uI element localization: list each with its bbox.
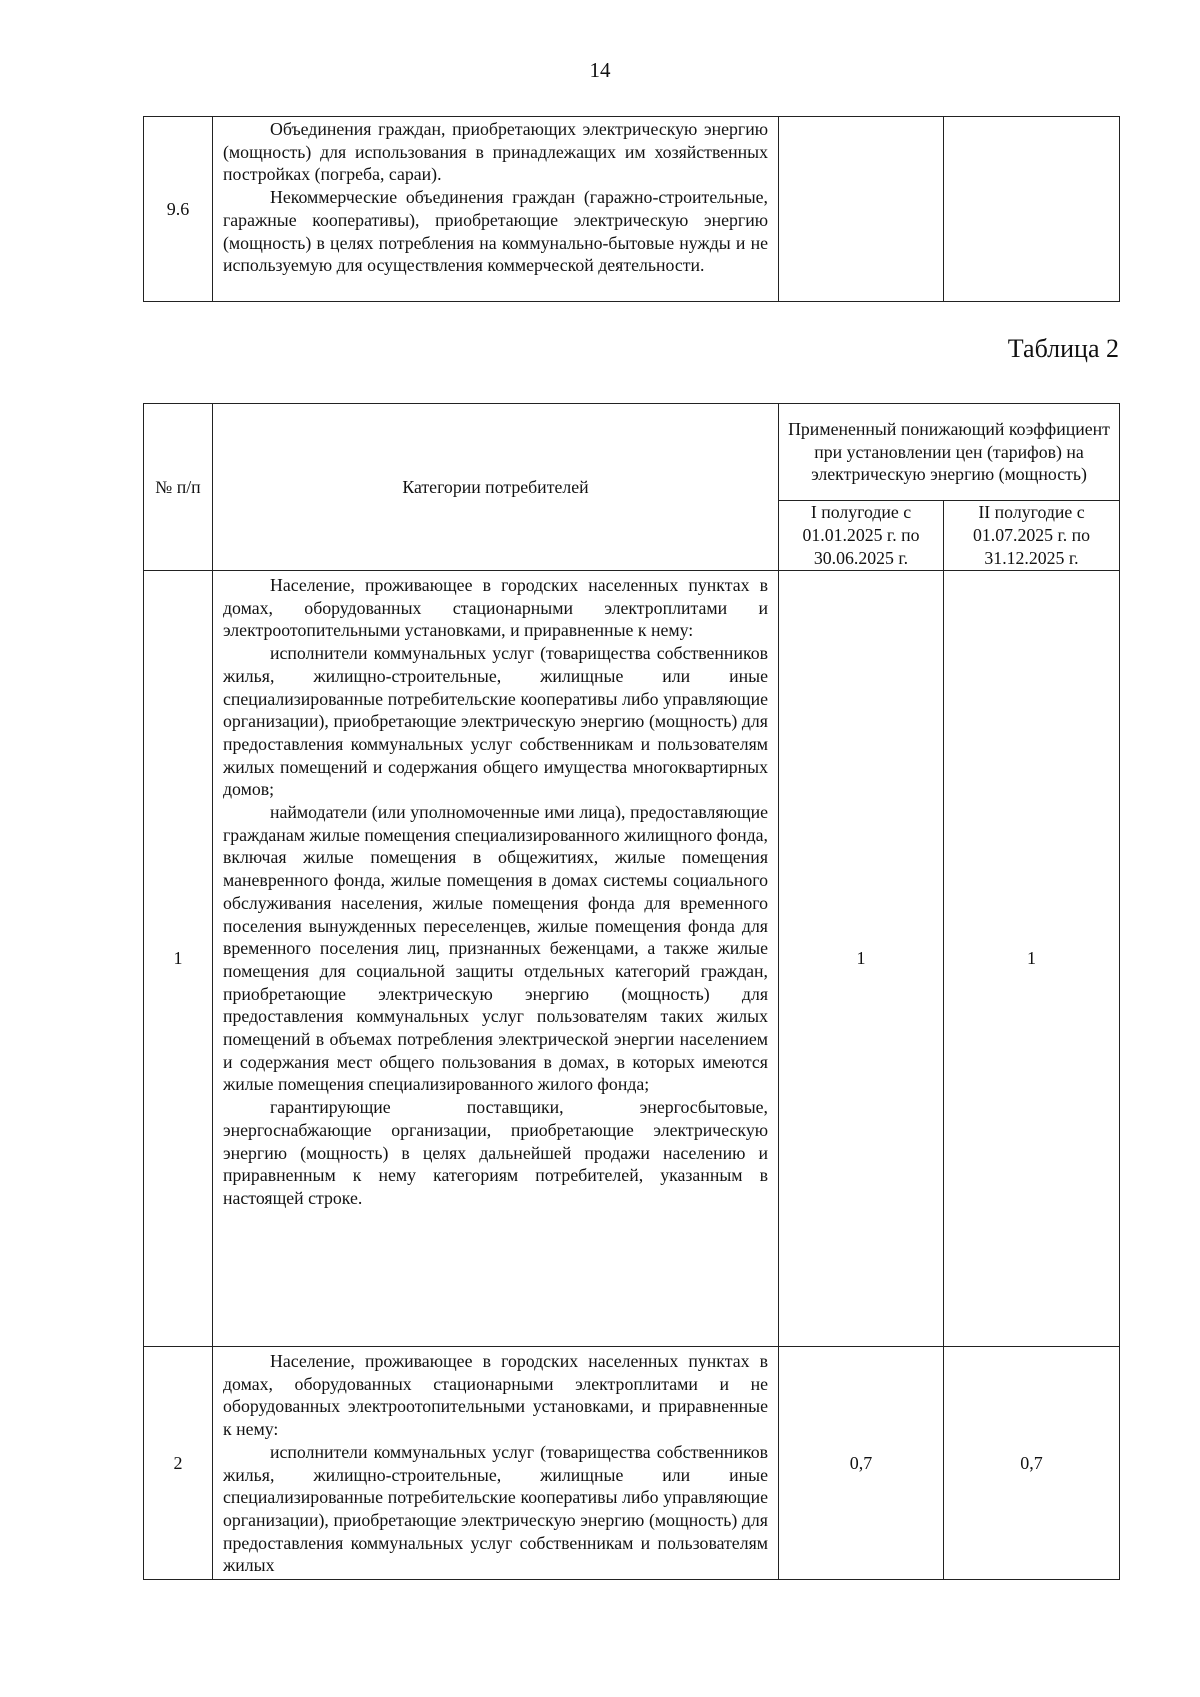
category-paragraph: исполнители коммунальных услуг (товарищества собственников жилья, жилищно-строительные, жилищные или иные специализированные потребительские кооперативы либо управляющие организации), приобретающие электрическую энергию (мощность) для предоставления коммунальных услуг собственникам и пользователям жилых помещений и содержания общего имущества многоквартирных домов;	[223, 643, 768, 800]
coef-half2: 1	[944, 571, 1120, 1347]
row-number: 9.6	[144, 117, 213, 302]
table-continuation	[143, 116, 1120, 302]
coef-cell-half2	[944, 117, 1120, 302]
coef-half1: 1	[779, 571, 944, 1347]
category-paragraph: Некоммерческие объединения граждан (гаражно-строительные, гаражные кооперативы), приобретающие электрическую энергию (мощность) в целях потребления на коммунально-бытовые нужды и не используемую для осуществления коммерческой деятельности.	[223, 187, 768, 276]
table-2	[143, 403, 1120, 1580]
category-paragraph: исполнители коммунальных услуг (товарищества собственников жилья, жилищно-строительные, жилищные или иные специализированные потребительские кооперативы либо управляющие организации), приобретающие электрическую энергию (мощность) для предоставления коммунальных услуг собственникам и пользователям жилых	[223, 1441, 768, 1576]
table-row	[144, 117, 1120, 302]
category-cell	[213, 571, 779, 1347]
category-paragraph: Объединения граждан, приобретающих электрическую энергию (мощность) для использования в принадлежащих им хозяйственных постройках (погреба, сараи).	[223, 119, 768, 185]
table-caption: Таблица 2	[1007, 334, 1119, 363]
header-half1: I полугодие с 01.01.2025 г. по 30.06.2025 г.	[779, 501, 944, 571]
category-paragraph: Население, проживающее в городских населенных пунктах в домах, оборудованных стационарными электроплитами и не оборудованных электроотопительными установками, и приравненные к нему:	[223, 1351, 768, 1440]
coef-cell-half1	[779, 117, 944, 302]
category-paragraph: гарантирующие поставщики, энергосбытовые, энергоснабжающие организации, приобретающие электрическую энергию (мощность) в целях дальнейшей продажи населению и приравненным к нему категориям потребителей, указанным в настоящей строке.	[223, 1097, 768, 1208]
category-cell	[213, 117, 779, 302]
row-number: 1	[144, 571, 213, 1347]
coef-half2: 0,7	[944, 1347, 1120, 1580]
coef-half1: 0,7	[779, 1347, 944, 1580]
category-cell	[213, 1347, 779, 1580]
page-number: 14	[589, 58, 611, 82]
category-paragraph: наймодатели (или уполномоченные ими лица), предоставляющие гражданам жилые помещения специализированного жилищного фонда, включая жилые помещения в общежитиях, жилые помещения маневренного фонда, жилые помещения в домах системы социального обслуживания населения, жилые помещения фонда для временного поселения вынужденных переселенцев, жилые помещения фонда для временного поселения лиц, признанных беженцами, а также жилые помещения для социальной защиты отдельных категорий граждан, приобретающие электрическую энергию (мощность) для предоставления коммунальных услуг пользователям таких жилых помещений в объемах потребления электрической энергии населением и содержания мест общего пользования в домах, в которых имеются жилые помещения специализированного жилого фонда;	[223, 802, 768, 1095]
row-number: 2	[144, 1347, 213, 1580]
header-num: № п/п	[144, 404, 213, 571]
header-half2: II полугодие с 01.07.2025 г. по 31.12.2025 г.	[944, 501, 1120, 571]
table-row	[144, 571, 1120, 1347]
table-row	[144, 1347, 1120, 1580]
header-row	[144, 404, 1120, 501]
header-category: Категории потребителей	[213, 404, 779, 571]
header-coefficient: Примененный понижающий коэффициент при установлении цен (тарифов) на электрическую энергию (мощность)	[779, 404, 1120, 501]
category-paragraph: Население, проживающее в городских населенных пунктах в домах, оборудованных стационарными электроплитами и электроотопительными установками, и приравненные к нему:	[223, 575, 768, 641]
